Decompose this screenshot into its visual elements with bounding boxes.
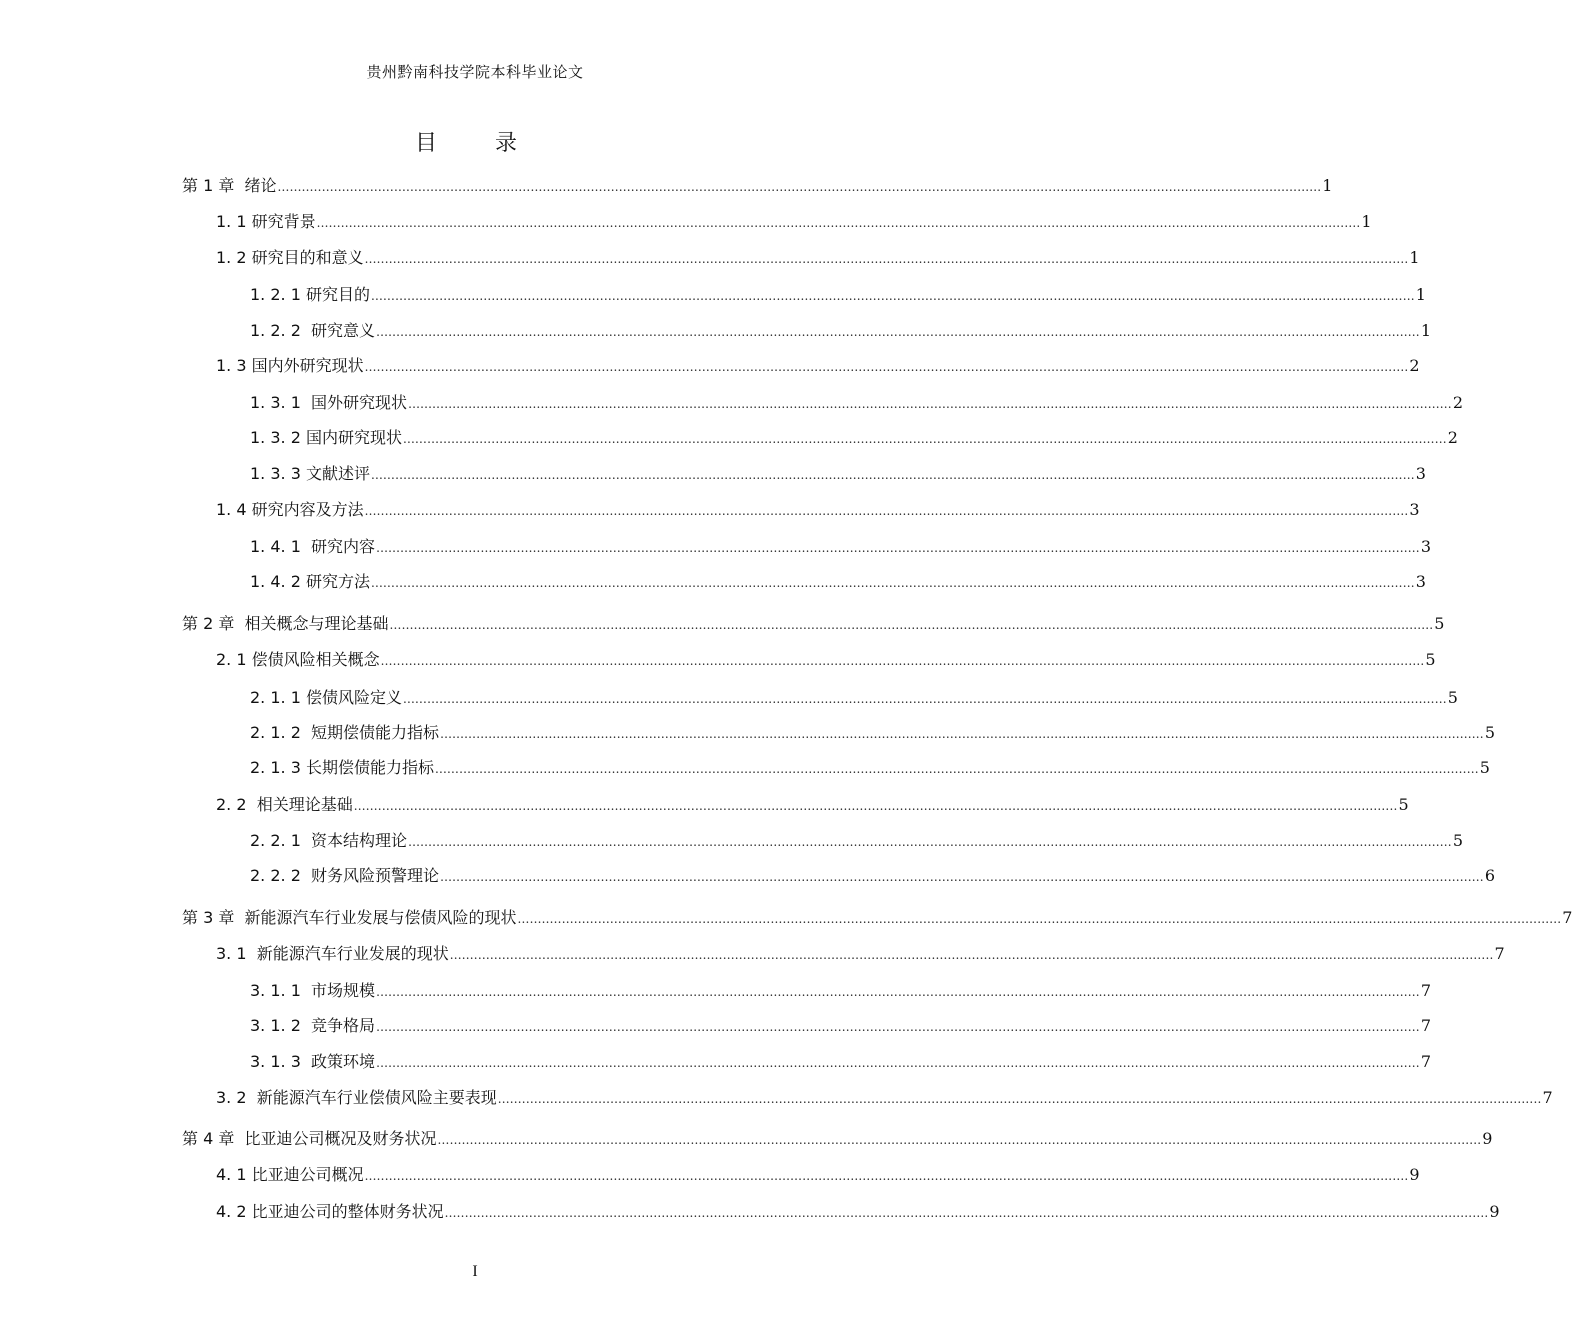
toc-entry-label: 1. 2. 1 研究目的 [250, 285, 370, 304]
toc-entry-page: 5 [1479, 758, 1490, 777]
toc-entry[interactable] [216, 942, 1505, 966]
toc-entry-label: 第 1 章 绪论 [182, 176, 277, 195]
toc-entry-label: 1. 3. 1 国外研究现状 [250, 393, 408, 412]
toc-leader-dots: .................................................................................................................................................................................................................................................................... [353, 799, 1398, 813]
toc-leader-dots: .................................................................................................................................................................................................................................................................... [376, 1020, 1420, 1034]
toc-entry-page: 7 [1420, 1016, 1432, 1035]
toc-entry-page: 5 [1447, 688, 1458, 707]
toc-leader-dots: .................................................................................................................................................................................................................................................................... [370, 289, 1415, 303]
toc-leader-dots: .................................................................................................................................................................................................................................................................... [440, 727, 1484, 741]
toc-leader-dots: .................................................................................................................................................................................................................................................................... [364, 504, 1409, 518]
toc-entry-page: 1 [1409, 248, 1420, 267]
toc-entry-page: 1 [1361, 212, 1372, 231]
toc-entry-page: 2 [1447, 428, 1458, 447]
toc-leader-dots: .................................................................................................................................................................................................................................................................... [364, 1169, 1409, 1183]
toc-entry-page: 1 [1322, 176, 1333, 195]
toc-entry-label: 2. 1 偿债风险相关概念 [216, 650, 380, 669]
toc-entry[interactable] [250, 864, 1496, 888]
toc-entry[interactable] [216, 793, 1409, 817]
toc-leader-dots: .................................................................................................................................................................................................................................................................... [376, 1056, 1420, 1070]
toc-entry[interactable] [250, 721, 1496, 745]
toc-entry-page: 3 [1415, 464, 1426, 483]
toc-entry[interactable] [250, 979, 1432, 1003]
toc-entry-label: 第 3 章 新能源汽车行业发展与偿债风险的现状 [182, 908, 517, 927]
toc-entry-label: 1. 4. 1 研究内容 [250, 537, 376, 556]
toc-entry[interactable] [216, 648, 1436, 672]
toc-entry-label: 3. 1 新能源汽车行业发展的现状 [216, 944, 449, 963]
toc-leader-dots: .................................................................................................................................................................................................................................................................... [376, 541, 1420, 555]
toc-leader-dots: .................................................................................................................................................................................................................................................................... [440, 870, 1484, 884]
toc-entry-label: 1. 4. 2 研究方法 [250, 572, 370, 591]
toc-entry-label: 1. 2 研究目的和意义 [216, 248, 364, 267]
toc-entry-page: 7 [1562, 908, 1572, 927]
toc-entry-page: 9 [1409, 1165, 1420, 1184]
toc-entry-label: 1. 1 研究背景 [216, 212, 316, 231]
toc-entry-label: 3. 1. 2 竞争格局 [250, 1016, 376, 1035]
toc-entry[interactable] [250, 462, 1426, 486]
toc-leader-dots: .................................................................................................................................................................................................................................................................... [517, 912, 1562, 926]
toc-entry[interactable] [216, 246, 1420, 270]
toc-entry[interactable] [250, 570, 1426, 594]
toc-leader-dots: .................................................................................................................................................................................................................................................................... [449, 948, 1494, 962]
toc-title: 目 录 [414, 131, 535, 156]
toc-entry[interactable] [250, 1050, 1432, 1074]
toc-entry-label: 1. 3. 3 文献述评 [250, 464, 370, 483]
toc-leader-dots: .................................................................................................................................................................................................................................................................... [364, 360, 1409, 374]
toc-entry-page: 7 [1420, 981, 1432, 1000]
toc-entry-page: 2 [1452, 393, 1464, 412]
toc-entry-label: 1. 2. 2 研究意义 [250, 321, 376, 340]
toc-entry[interactable] [216, 1163, 1420, 1187]
toc-entry-page: 5 [1484, 723, 1496, 742]
toc-entry-label: 第 2 章 相关概念与理论基础 [182, 614, 389, 633]
toc-entry-label: 2. 2 相关理论基础 [216, 795, 353, 814]
toc-leader-dots: .................................................................................................................................................................................................................................................................... [444, 1206, 1489, 1220]
toc-leader-dots: .................................................................................................................................................................................................................................................................... [408, 397, 1452, 411]
toc-leader-dots: .................................................................................................................................................................................................................................................................... [364, 252, 1409, 266]
toc-leader-dots: .................................................................................................................................................................................................................................................................... [370, 468, 1415, 482]
toc-entry-label: 1. 3 国内外研究现状 [216, 356, 364, 375]
toc-leader-dots: .................................................................................................................................................................................................................................................................... [434, 762, 1479, 776]
toc-entry[interactable] [182, 1127, 1493, 1151]
toc-leader-dots: .................................................................................................................................................................................................................................................................... [376, 325, 1420, 339]
toc-entry[interactable] [216, 210, 1372, 234]
toc-entry-page: 1 [1415, 285, 1426, 304]
toc-entry-label: 2. 1. 3 长期偿债能力指标 [250, 758, 434, 777]
toc-entry[interactable] [250, 1014, 1432, 1038]
toc-entry[interactable] [250, 829, 1464, 853]
toc-entry-page: 1 [1420, 321, 1432, 340]
toc-entry-label: 4. 1 比亚迪公司概况 [216, 1165, 364, 1184]
toc-leader-dots: .................................................................................................................................................................................................................................................................... [380, 654, 1425, 668]
toc-entry[interactable] [182, 612, 1445, 636]
toc-entry[interactable] [250, 391, 1464, 415]
toc-entry-page: 6 [1484, 866, 1496, 885]
toc-entry[interactable] [250, 319, 1432, 343]
toc-leader-dots: .................................................................................................................................................................................................................................................................... [370, 576, 1415, 590]
toc-entry-page: 7 [1494, 944, 1505, 963]
toc-entry-page: 3 [1415, 572, 1426, 591]
toc-entry-label: 2. 2. 2 财务风险预警理论 [250, 866, 440, 885]
toc-entry[interactable] [250, 283, 1426, 307]
toc-entry[interactable] [250, 535, 1432, 559]
toc-entry-page: 5 [1434, 614, 1445, 633]
toc-leader-dots: .................................................................................................................................................................................................................................................................... [497, 1092, 1542, 1106]
toc-entry-page: 9 [1489, 1202, 1500, 1221]
toc-leader-dots: .................................................................................................................................................................................................................................................................... [316, 216, 1361, 230]
toc-entry[interactable] [250, 426, 1458, 450]
toc-entry-page: 9 [1482, 1129, 1493, 1148]
toc-entry-page: 2 [1409, 356, 1420, 375]
toc-entry-page: 5 [1425, 650, 1436, 669]
toc-entry[interactable] [250, 686, 1458, 710]
toc-entry-label: 2. 1. 2 短期偿债能力指标 [250, 723, 440, 742]
toc-entry[interactable] [216, 1086, 1553, 1110]
toc-entry-label: 3. 1. 1 市场规模 [250, 981, 376, 1000]
toc-entry-label: 3. 1. 3 政策环境 [250, 1052, 376, 1071]
toc-entry[interactable] [216, 498, 1420, 522]
toc-entry-page: 3 [1409, 500, 1420, 519]
toc-entry[interactable] [182, 906, 1572, 930]
toc-leader-dots: .................................................................................................................................................................................................................................................................... [277, 180, 1322, 194]
page-header: 贵州黔南科技学院本科毕业论文 [366, 63, 584, 81]
toc-entry-label: 4. 2 比亚迪公司的整体财务状况 [216, 1202, 444, 1221]
page-number: I [472, 1263, 478, 1280]
toc-leader-dots: .................................................................................................................................................................................................................................................................... [376, 985, 1420, 999]
toc-entry-page: 5 [1398, 795, 1409, 814]
toc-leader-dots: .................................................................................................................................................................................................................................................................... [408, 835, 1452, 849]
toc-entry-label: 第 4 章 比亚迪公司概况及财务状况 [182, 1129, 437, 1148]
toc-entry[interactable] [216, 354, 1420, 378]
toc-entry-page: 7 [1420, 1052, 1432, 1071]
toc-leader-dots: .................................................................................................................................................................................................................................................................... [437, 1133, 1482, 1147]
toc-entry-label: 1. 4 研究内容及方法 [216, 500, 364, 519]
toc-entry-label: 2. 2. 1 资本结构理论 [250, 831, 408, 850]
toc-entry[interactable] [250, 756, 1490, 780]
toc-entry[interactable] [216, 1200, 1500, 1224]
toc-entry-label: 2. 1. 1 偿债风险定义 [250, 688, 402, 707]
toc-entry-label: 1. 3. 2 国内研究现状 [250, 428, 402, 447]
toc-entry-label: 3. 2 新能源汽车行业偿债风险主要表现 [216, 1088, 497, 1107]
toc-leader-dots: .................................................................................................................................................................................................................................................................... [402, 692, 1447, 706]
toc-entry[interactable] [182, 174, 1333, 198]
toc-leader-dots: .................................................................................................................................................................................................................................................................... [402, 432, 1447, 446]
toc-entry-page: 5 [1452, 831, 1464, 850]
toc-leader-dots: .................................................................................................................................................................................................................................................................... [389, 618, 1434, 632]
toc-entry-page: 3 [1420, 537, 1432, 556]
toc-entry-page: 7 [1542, 1088, 1553, 1107]
